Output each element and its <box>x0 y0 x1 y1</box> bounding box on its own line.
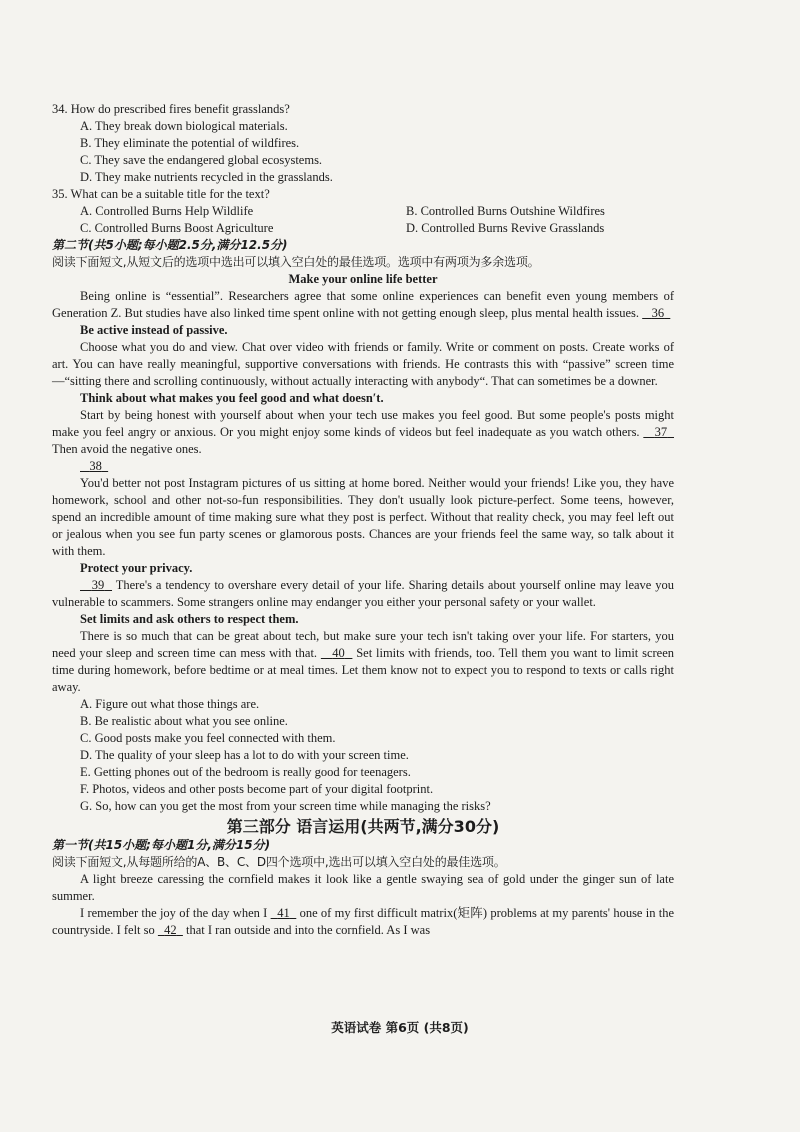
blank-36 <box>642 306 670 320</box>
blank-42 <box>158 923 183 937</box>
question-35-option-d: D. Controlled Burns Revive Grasslands <box>406 221 605 235</box>
cloze-paragraph-2 <box>52 905 674 939</box>
paragraph-5-text: There's a tendency to overshare every detail of your life. Sharing details about yourself online may leave you vulnerable to scammers. Some strangers online may endanger you either your personal safety or your wallet. <box>52 578 675 609</box>
page-footer: 英语试卷 第6页 (共8页) <box>331 1020 469 1035</box>
blank-37-number: 37 <box>654 425 668 439</box>
paragraph-6-text-b: Set limits with friends, too. Tell them you want to limit screen time during homework, before bedtime or at meal times. Let them know not to expect you to respond to texts or calls right away. <box>52 646 675 694</box>
question-34-option-c: C. They save the endangered global ecosystems. <box>80 153 323 167</box>
blank-37 <box>643 425 674 439</box>
blank-38 <box>80 459 108 473</box>
section-2-option-g: G. So, how can you get the most from your screen time while managing the risks? <box>80 799 491 813</box>
paragraph-1 <box>52 288 674 322</box>
paragraph-3 <box>52 407 674 458</box>
paragraph-3-text-a: Start by being honest with yourself about when your tech use makes you feel good. But some people's posts might make you feel angry or anxious. Or you might enjoy some kinds of videos but feel inadequate as you watch others. <box>52 408 674 439</box>
blank-36-number: 36 <box>651 306 665 320</box>
paragraph-6 <box>52 628 674 696</box>
paragraph-6-text-a: There is so much that can be great about tech, but make sure your tech isn't taking over your life. For starters, you need your sleep and screen time can mess with that. <box>52 629 674 660</box>
paragraph-5 <box>52 577 674 611</box>
section-2-option-f: F. Photos, videos and other posts become part of your digital footprint. <box>80 782 434 796</box>
paragraph-2: Choose what you do and view. Chat over video with friends or family. Write or comment on posts. Create works of art. You can have really meaningful, supportive conversations with friends. He contrasts this with “passive” screen time—“sitting there and scrolling continuously, without actually interacting with anybody“. That can sometimes be a downer. <box>52 340 674 388</box>
subheading-active: Be active instead of passive. <box>80 323 228 337</box>
cloze-text-a: I remember the joy of the day when I <box>80 906 268 920</box>
question-34-option-d: D. They make nutrients recycled in the grasslands. <box>80 170 333 184</box>
cloze-text-c: that I ran outside and into the cornfield. As I was <box>186 923 431 937</box>
question-34-stem: 34. How do prescribed fires benefit grasslands? <box>52 102 290 116</box>
blank-41-number: 41 <box>277 906 290 920</box>
blank-40 <box>321 646 353 660</box>
section-2-option-a: A. Figure out what those things are. <box>80 697 260 711</box>
subheading-limits: Set limits and ask others to respect them. <box>80 612 299 626</box>
blank-41 <box>271 906 297 920</box>
cloze-text-b: one of my first difficult matrix(矩阵) problems at my parents' house in the countryside. I felt so <box>52 906 675 937</box>
blank-40-number: 40 <box>332 646 345 660</box>
part-3-section-1-header: 第一节(共15小题;每小题1分,满分15分) <box>52 838 271 852</box>
exam-content <box>52 101 674 939</box>
blank-42-number: 42 <box>164 923 177 937</box>
subheading-feel-good: Think about what makes you feel good and what doesn′t. <box>80 391 384 405</box>
blank-39-number: 39 <box>91 578 105 592</box>
paragraph-1-text: Being online is “essential”. Researchers agree that some online experiences can benefit even young members of Generation Z. But studies have also linked time spent online with not getting enough sleep, plus mental health issues. <box>52 289 674 320</box>
question-35-option-a: A. Controlled Burns Help Wildlife <box>80 204 254 218</box>
section-2-option-b: B. Be realistic about what you see online. <box>80 714 288 728</box>
question-35-options-row-1 <box>80 203 674 220</box>
section-2-option-d: D. The quality of your sleep has a lot to do with your screen time. <box>80 748 409 762</box>
paragraph-3-text-b: Then avoid the negative ones. <box>52 442 202 456</box>
part-3-instruction: 阅读下面短文,从每题所给的A、B、C、D四个选项中,选出可以填入空白处的最佳选项。 <box>52 855 506 869</box>
blank-38-line <box>80 458 674 475</box>
question-34-option-b: B. They eliminate the potential of wildfires. <box>80 136 300 150</box>
paragraph-4: You'd better not post Instagram pictures of us sitting at home bored. Neither would your friends! Like you, they have homework, school and other not-so-fun responsibilities. They don't usually look picture-perfect. Some teens, however, spend an incredible amount of time making sure what they post is perfect. Without that reality check, you may feel left out or jealous when you see fun party scenes or glamorous posts. Chances are your friends feel the same way, so talk about it with them. <box>52 476 674 558</box>
section-2-instruction: 阅读下面短文,从短文后的选项中选出可以填入空白处的最佳选项。选项中有两项为多余选项。 <box>52 255 540 269</box>
section-2-header: 第二节(共5小题;每小题2.5分,满分12.5分) <box>52 238 288 252</box>
question-35-stem: 35. What can be a suitable title for the text? <box>52 187 270 201</box>
passage-title: Make your online life better <box>288 272 438 286</box>
question-35-options-row-2 <box>80 220 674 237</box>
part-3-title: 第三部分 语言运用(共两节,满分30分) <box>226 817 500 836</box>
blank-39 <box>80 578 112 592</box>
question-34-option-a: A. They break down biological materials. <box>80 119 288 133</box>
blank-38-number: 38 <box>89 459 102 473</box>
cloze-paragraph-1: A light breeze caressing the cornfield makes it look like a gentle swaying sea of gold under the ginger sun of late summer. <box>52 872 674 903</box>
question-35-option-b: B. Controlled Burns Outshine Wildfires <box>406 204 605 218</box>
question-35-option-c: C. Controlled Burns Boost Agriculture <box>80 221 274 235</box>
subheading-privacy: Protect your privacy. <box>80 561 193 575</box>
section-2-option-e: E. Getting phones out of the bedroom is really good for teenagers. <box>80 765 411 779</box>
section-2-option-c: C. Good posts make you feel connected with them. <box>80 731 336 745</box>
